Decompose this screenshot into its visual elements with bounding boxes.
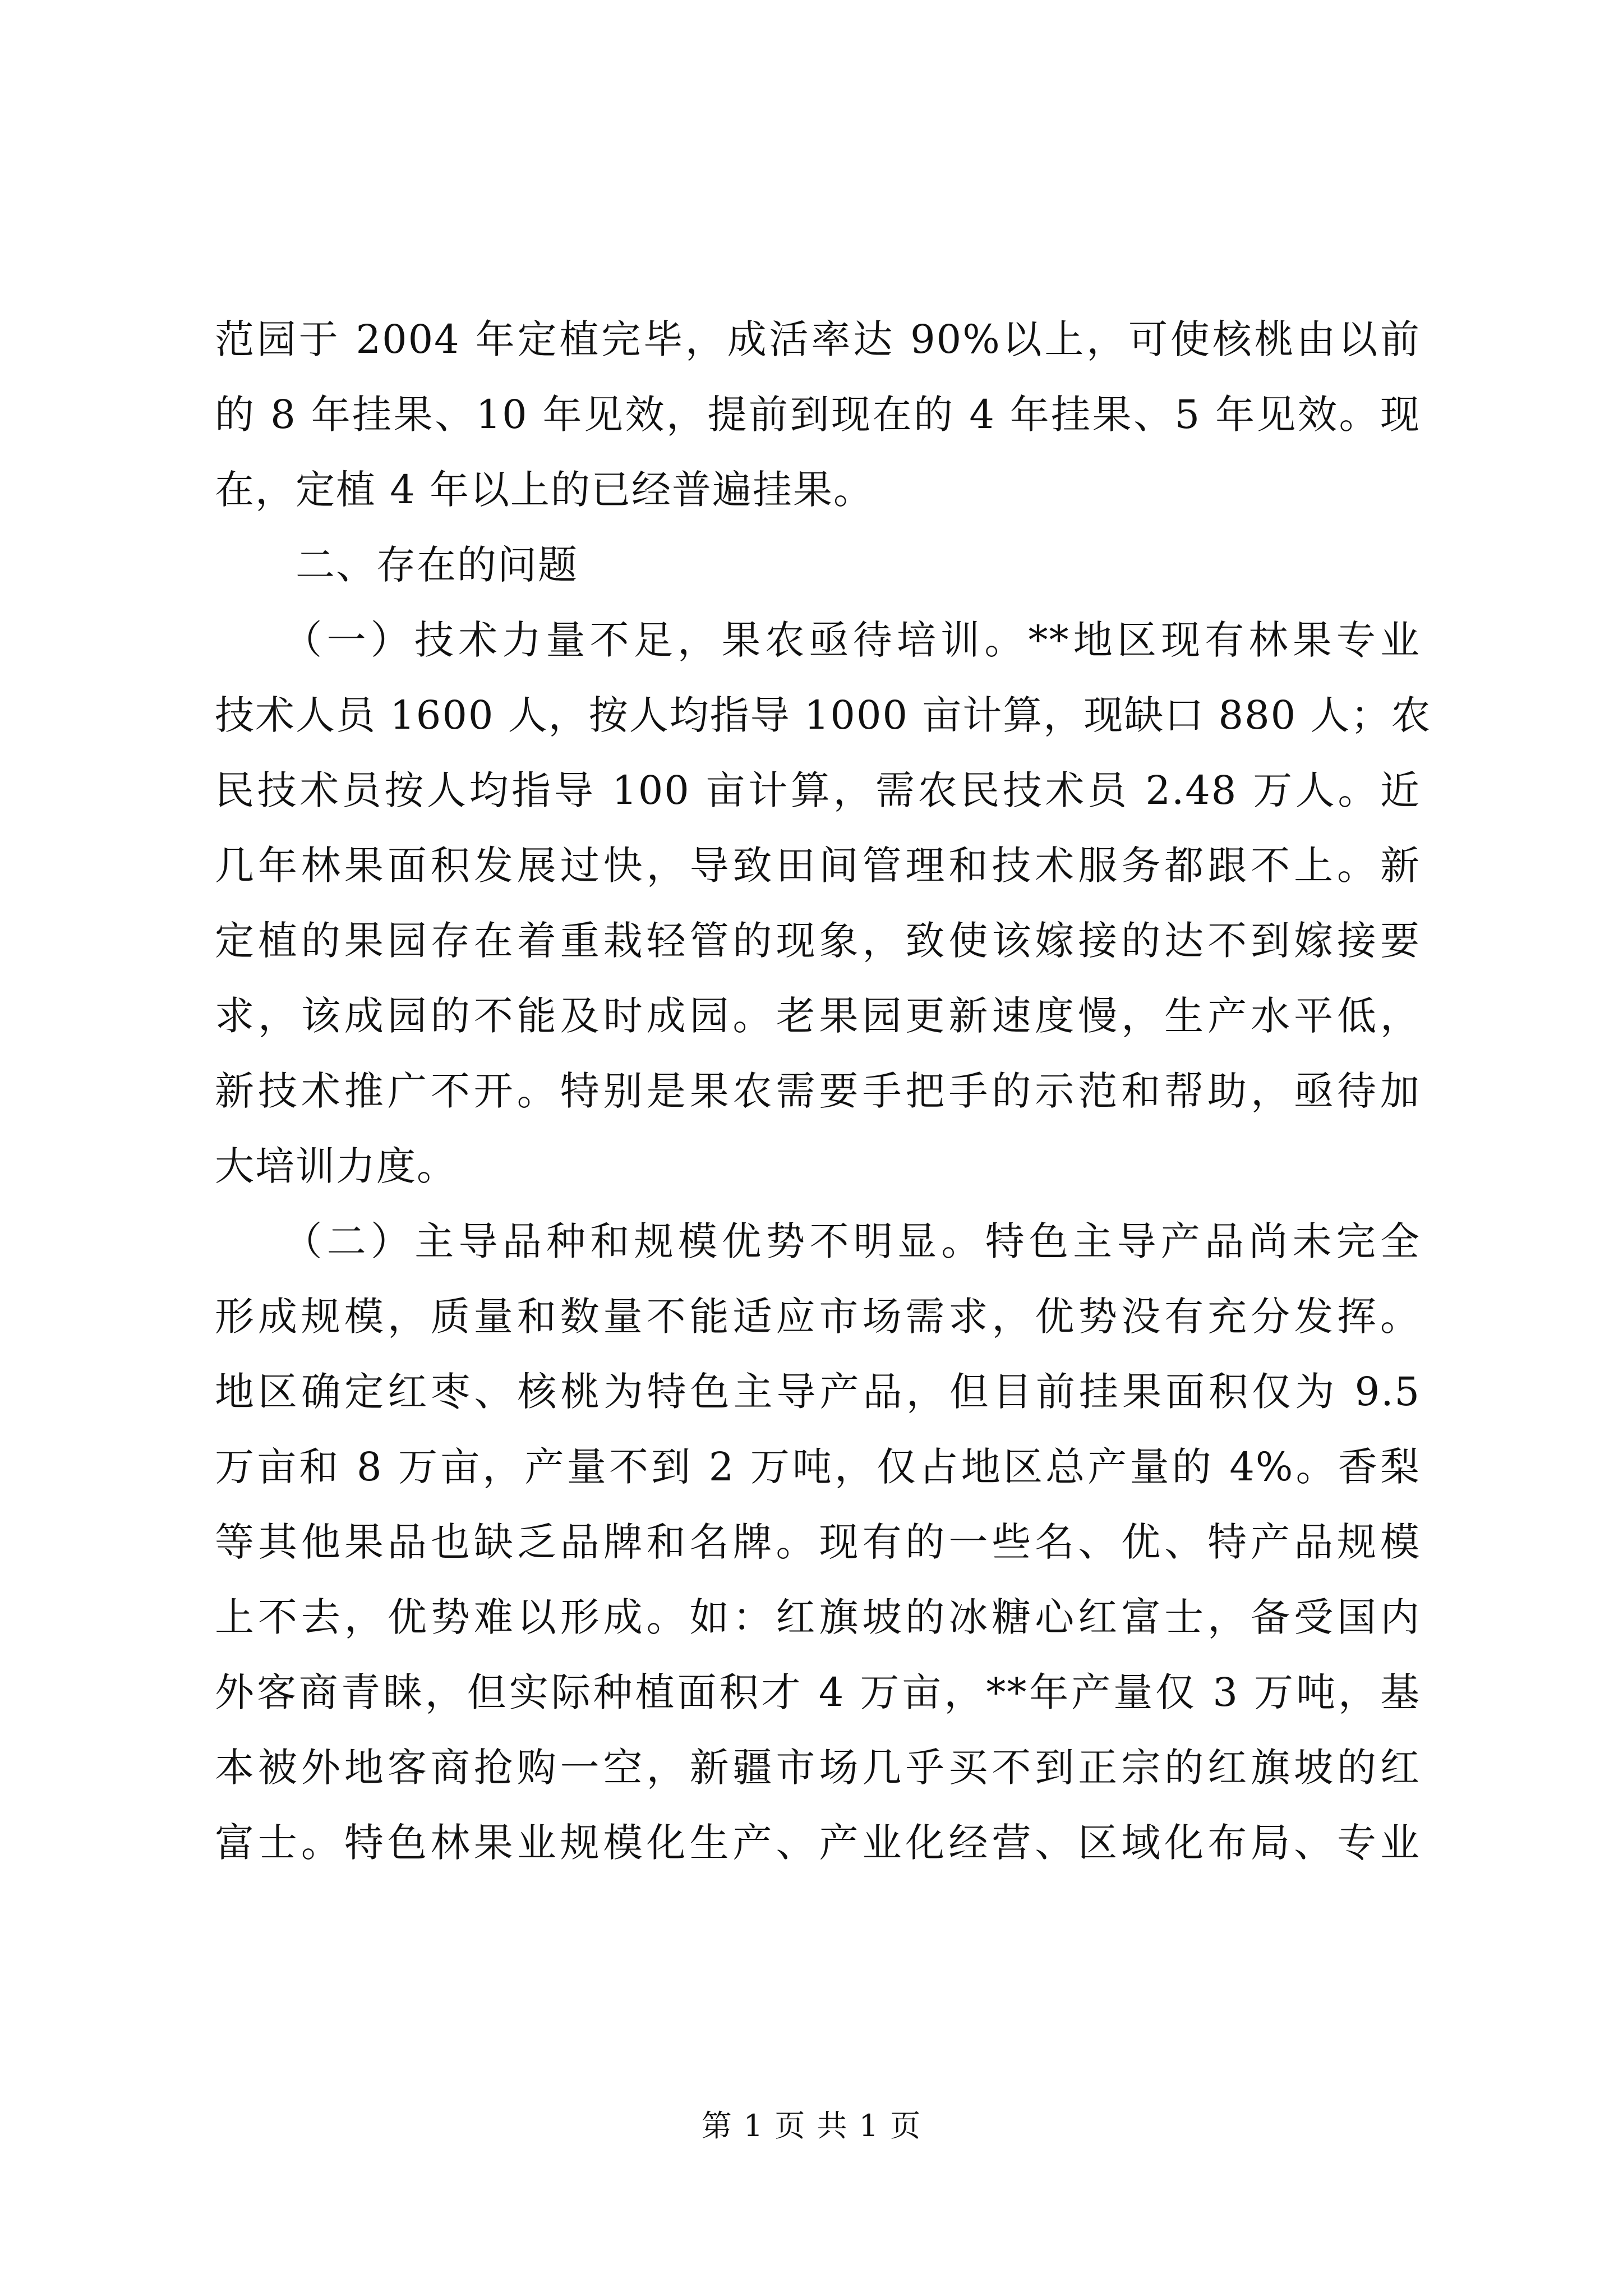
text-line: 外客商青睐，但实际种植面积才 4 万亩，**年产量仅 3 万吨，基 <box>215 1669 1421 1715</box>
page-number-footer: 第 1 页 共 1 页 <box>701 2108 922 2143</box>
text-line: （一）技术力量不足，果农亟待培训。**地区现有林果专业 <box>215 617 1421 663</box>
section-heading: 二、存在的问题 <box>215 542 578 588</box>
text-line: 几年林果面积发展过快，导致田间管理和技术服务都跟不上。新 <box>215 843 1421 889</box>
text-line: 等其他果品也缺乏品牌和名牌。现有的一些名、优、特产品规模 <box>215 1519 1421 1565</box>
text-line: 富士。特色林果业规模化生产、产业化经营、区域化布局、专业 <box>215 1820 1421 1866</box>
text-line: 在，定植 4 年以上的已经普遍挂果。 <box>215 467 874 513</box>
text-line: 民技术员按人均指导 100 亩计算，需农民技术员 2.48 万人。近 <box>215 767 1421 813</box>
text-line: 定植的果园存在着重栽轻管的现象，致使该嫁接的达不到嫁接要 <box>215 918 1421 964</box>
text-line: 新技术推广不开。特别是果农需要手把手的示范和帮助，亟待加 <box>215 1068 1421 1114</box>
text-line: 的 8 年挂果、10 年见效，提前到现在的 4 年挂果、5 年见效。现 <box>215 392 1421 438</box>
text-line: 求，该成园的不能及时成园。老果园更新速度慢，生产水平低， <box>215 993 1421 1039</box>
text-line: 地区确定红枣、核桃为特色主导产品，但目前挂果面积仅为 9.5 <box>215 1369 1421 1415</box>
text-line: 大培训力度。 <box>215 1143 457 1189</box>
text-line: 本被外地客商抢购一空，新疆市场几乎买不到正宗的红旗坡的红 <box>215 1745 1421 1791</box>
document-body <box>215 302 1432 1880</box>
text-line: （二）主导品种和规模优势不明显。特色主导产品尚未完全 <box>215 1218 1421 1264</box>
text-line: 范园于 2004 年定植完毕，成活率达 90%以上，可使核桃由以前 <box>215 316 1421 362</box>
text-line: 上不去，优势难以形成。如：红旗坡的冰糖心红富士，备受国内 <box>215 1594 1421 1640</box>
text-line: 形成规模，质量和数量不能适应市场需求，优势没有充分发挥。 <box>215 1294 1421 1340</box>
text-line: 技术人员 1600 人，按人均指导 1000 亩计算，现缺口 880 人；农 <box>215 692 1432 738</box>
text-line: 万亩和 8 万亩，产量不到 2 万吨，仅占地区总产量的 4%。香梨 <box>215 1444 1421 1490</box>
